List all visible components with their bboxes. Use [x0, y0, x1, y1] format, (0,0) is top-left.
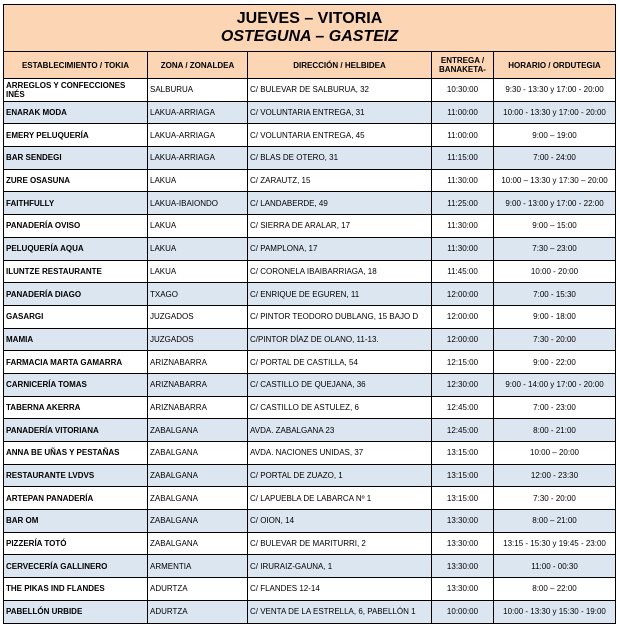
address-cell: C/ CORONELA IBAIBARRIAGA, 18 — [248, 260, 432, 283]
delivery-time-cell: 13:30:00 — [432, 578, 494, 601]
address-cell: C/ IRURAIZ-GAUNA, 1 — [248, 555, 432, 578]
opening-hours-cell: 9:00 – 19:00 — [494, 124, 616, 147]
opening-hours-cell: 10:00 - 13:30 y 17:00 - 20:00 — [494, 101, 616, 124]
table-row — [4, 215, 616, 238]
establishment-cell: EMERY PELUQUERÍA — [4, 124, 148, 147]
delivery-time-cell: 11:30:00 — [432, 215, 494, 238]
delivery-time-cell: 12:15:00 — [432, 351, 494, 374]
zone-cell: SALBURUA — [148, 79, 248, 102]
establishment-cell: BAR OM — [4, 510, 148, 533]
establishment-cell: BAR SENDEGI — [4, 147, 148, 170]
delivery-time-cell: 11:25:00 — [432, 192, 494, 215]
address-cell: C/ LANDABERDE, 49 — [248, 192, 432, 215]
delivery-time-cell: 12:00:00 — [432, 283, 494, 306]
opening-hours-cell: 7:00 - 23:00 — [494, 396, 616, 419]
delivery-time-cell: 11:00:00 — [432, 124, 494, 147]
establishment-cell: ILUNTZE RESTAURANTE — [4, 260, 148, 283]
opening-hours-cell: 12:00 - 23:30 — [494, 464, 616, 487]
table-row — [4, 532, 616, 555]
table-row — [4, 283, 616, 306]
opening-hours-cell: 9:00 – 15:00 — [494, 215, 616, 238]
table-row — [4, 442, 616, 465]
establishment-cell: TABERNA AKERRA — [4, 396, 148, 419]
address-cell: C/ CASTILLO DE QUEJANA, 36 — [248, 373, 432, 396]
zone-cell: LAKUA-ARRIAGA — [148, 124, 248, 147]
zone-cell: LAKUA-ARRIAGA — [148, 101, 248, 124]
table-row — [4, 600, 616, 623]
opening-hours-cell: 10:00 - 13:30 y 15:30 - 19:00 — [494, 600, 616, 623]
delivery-time-cell: 12:00:00 — [432, 305, 494, 328]
delivery-time-cell: 13:30:00 — [432, 532, 494, 555]
table-row — [4, 351, 616, 374]
establishment-cell: PELUQUERÍA AQUA — [4, 237, 148, 260]
address-cell: C/ PORTAL DE ZUAZO, 1 — [248, 464, 432, 487]
opening-hours-cell: 7:30 - 20:00 — [494, 487, 616, 510]
opening-hours-cell: 7:00 - 15:30 — [494, 283, 616, 306]
address-cell: C/ VOLUNTARIA ENTREGA, 45 — [248, 124, 432, 147]
table-row — [4, 464, 616, 487]
opening-hours-cell: 7:00 - 24:00 — [494, 147, 616, 170]
address-cell: C/PINTOR DÍAZ DE OLANO, 11-13. — [248, 328, 432, 351]
opening-hours-cell: 9:00 - 14:00 y 17:00 - 20:00 — [494, 373, 616, 396]
address-cell: C/ ZARAUTZ, 15 — [248, 169, 432, 192]
delivery-time-cell: 12:00:00 — [432, 328, 494, 351]
address-cell: C/ BULEVAR DE MARITURRI, 2 — [248, 532, 432, 555]
address-cell: C/ VENTA DE LA ESTRELLA, 6, PABELLÓN 1 — [248, 600, 432, 623]
delivery-time-cell: 13:30:00 — [432, 510, 494, 533]
opening-hours-cell: 9:30 - 13:30 y 17:00 - 20:00 — [494, 79, 616, 102]
opening-hours-cell: 10:00 – 13:30 y 17:30 – 20:00 — [494, 169, 616, 192]
establishment-cell: RESTAURANTE LVDVS — [4, 464, 148, 487]
table-row — [4, 328, 616, 351]
establishment-cell: ARTEPAN PANADERÍA — [4, 487, 148, 510]
table-row — [4, 555, 616, 578]
table-row — [4, 169, 616, 192]
establishment-cell: THE PIKAS IND FLANDES — [4, 578, 148, 601]
establishment-cell: GASARGI — [4, 305, 148, 328]
table-row — [4, 101, 616, 124]
zone-cell: JUZGADOS — [148, 305, 248, 328]
delivery-time-cell: 11:15:00 — [432, 147, 494, 170]
opening-hours-cell: 10:00 – 20:00 — [494, 442, 616, 465]
delivery-schedule-table — [3, 4, 616, 624]
delivery-time-cell: 12:45:00 — [432, 419, 494, 442]
delivery-time-cell: 10:30:00 — [432, 79, 494, 102]
delivery-time-cell: 11:45:00 — [432, 260, 494, 283]
establishment-cell: CARNICERÍA TOMAS — [4, 373, 148, 396]
header-hours: HORARIO / ORDUTEGIA — [494, 52, 616, 79]
establishment-cell: PABELLÓN URBIDE — [4, 600, 148, 623]
zone-cell: ADURTZA — [148, 600, 248, 623]
address-cell: C/ PINTOR TEODORO DUBLANG, 15 BAJO D — [248, 305, 432, 328]
header-row — [4, 52, 616, 79]
address-cell: C/ VOLUNTARIA ENTREGA, 31 — [248, 101, 432, 124]
header-delivery: ENTREGA / BANAKETA- — [432, 52, 494, 79]
zone-cell: ARIZNABARRA — [148, 351, 248, 374]
address-cell: C/ FLANDES 12-14 — [248, 578, 432, 601]
zone-cell: ZABALGANA — [148, 532, 248, 555]
establishment-cell: PANADERÍA DIAGO — [4, 283, 148, 306]
table-row — [4, 79, 616, 102]
table-row — [4, 305, 616, 328]
opening-hours-cell: 7:30 – 23:00 — [494, 237, 616, 260]
address-cell: C/ LAPUEBLA DE LABARCA Nº 1 — [248, 487, 432, 510]
table-body — [4, 79, 616, 624]
table-row — [4, 124, 616, 147]
address-cell: C/ OION, 14 — [248, 510, 432, 533]
establishment-cell: MAMIA — [4, 328, 148, 351]
establishment-cell: ANNA BE UÑAS Y PESTAÑAS — [4, 442, 148, 465]
zone-cell: LAKUA — [148, 169, 248, 192]
delivery-time-cell: 12:30:00 — [432, 373, 494, 396]
opening-hours-cell: 11:00 - 00:30 — [494, 555, 616, 578]
establishment-cell: ARREGLOS Y CONFECCIONES INÉS — [4, 79, 148, 102]
zone-cell: LAKUA — [148, 237, 248, 260]
title-banner — [4, 5, 616, 52]
delivery-time-cell: 13:15:00 — [432, 464, 494, 487]
table-row — [4, 419, 616, 442]
table-row — [4, 578, 616, 601]
address-cell: C/ PAMPLONA, 17 — [248, 237, 432, 260]
zone-cell: ARIZNABARRA — [148, 373, 248, 396]
establishment-cell: FAITHFULLY — [4, 192, 148, 215]
address-cell: C/ SIERRA DE ARALAR, 17 — [248, 215, 432, 238]
opening-hours-cell: 10:00 - 20:00 — [494, 260, 616, 283]
establishment-cell: PANADERÍA OVISO — [4, 215, 148, 238]
table-row — [4, 487, 616, 510]
title-spanish: JUEVES – VITORIA — [236, 10, 383, 27]
delivery-time-cell: 11:30:00 — [432, 169, 494, 192]
zone-cell: ARIZNABARRA — [148, 396, 248, 419]
establishment-cell: FARMACIA MARTA GAMARRA — [4, 351, 148, 374]
address-cell: AVDA. NACIONES UNIDAS, 37 — [248, 442, 432, 465]
table-row — [4, 237, 616, 260]
delivery-time-cell: 13:30:00 — [432, 555, 494, 578]
delivery-time-cell: 11:30:00 — [432, 237, 494, 260]
address-cell: C/ BLAS DE OTERO, 31 — [248, 147, 432, 170]
opening-hours-cell: 8:00 - 21:00 — [494, 419, 616, 442]
zone-cell: ADURTZA — [148, 578, 248, 601]
zone-cell: ZABALGANA — [148, 510, 248, 533]
delivery-time-cell: 13:15:00 — [432, 487, 494, 510]
address-cell: C/ CASTILLO DE ASTULEZ, 6 — [248, 396, 432, 419]
zone-cell: ZABALGANA — [148, 419, 248, 442]
address-cell: C/ BULEVAR DE SALBURUA, 32 — [248, 79, 432, 102]
zone-cell: LAKUA — [148, 260, 248, 283]
address-cell: C/ ENRIQUE DE EGUREN, 11 — [248, 283, 432, 306]
table-row — [4, 396, 616, 419]
table-row — [4, 192, 616, 215]
delivery-time-cell: 13:15:00 — [432, 442, 494, 465]
opening-hours-cell: 8:00 – 21:00 — [494, 510, 616, 533]
zone-cell: ZABALGANA — [148, 487, 248, 510]
establishment-cell: ZURE OSASUNA — [4, 169, 148, 192]
zone-cell: LAKUA-IBAIONDO — [148, 192, 248, 215]
establishment-cell: CERVECERÍA GALLINERO — [4, 555, 148, 578]
opening-hours-cell: 9:00 - 13:00 y 17:00 - 22:00 — [494, 192, 616, 215]
opening-hours-cell: 7:30 - 20:00 — [494, 328, 616, 351]
opening-hours-cell: 9:00 - 18:00 — [494, 305, 616, 328]
zone-cell: ZABALGANA — [148, 442, 248, 465]
zone-cell: JUZGADOS — [148, 328, 248, 351]
opening-hours-cell: 13:15 - 15:30 y 19:45 - 23:00 — [494, 532, 616, 555]
address-cell: AVDA. ZABALGANA 23 — [248, 419, 432, 442]
address-cell: C/ PORTAL DE CASTILLA, 54 — [248, 351, 432, 374]
title-basque: OSTEGUNA – GASTEIZ — [220, 28, 399, 45]
opening-hours-cell: 9:00 - 22:00 — [494, 351, 616, 374]
establishment-cell: PANADERÍA VITORIANA — [4, 419, 148, 442]
header-address: DIRECCIÓN / HELBIDEA — [248, 52, 432, 79]
table-row — [4, 373, 616, 396]
establishment-cell: ENARAK MODA — [4, 101, 148, 124]
opening-hours-cell: 8:00 – 22:00 — [494, 578, 616, 601]
zone-cell: LAKUA — [148, 215, 248, 238]
header-zone: ZONA / ZONALDEA — [148, 52, 248, 79]
header-establishment: ESTABLECIMIENTO / TOKIA — [4, 52, 148, 79]
schedule-document — [3, 4, 615, 624]
delivery-time-cell: 10:00:00 — [432, 600, 494, 623]
zone-cell: ARMENTIA — [148, 555, 248, 578]
table-row — [4, 260, 616, 283]
zone-cell: ZABALGANA — [148, 464, 248, 487]
table-row — [4, 147, 616, 170]
delivery-time-cell: 12:45:00 — [432, 396, 494, 419]
delivery-time-cell: 11:00:00 — [432, 101, 494, 124]
zone-cell: LAKUA-ARRIAGA — [148, 147, 248, 170]
establishment-cell: PIZZERÍA TOTÓ — [4, 532, 148, 555]
zone-cell: TXAGO — [148, 283, 248, 306]
table-row — [4, 510, 616, 533]
